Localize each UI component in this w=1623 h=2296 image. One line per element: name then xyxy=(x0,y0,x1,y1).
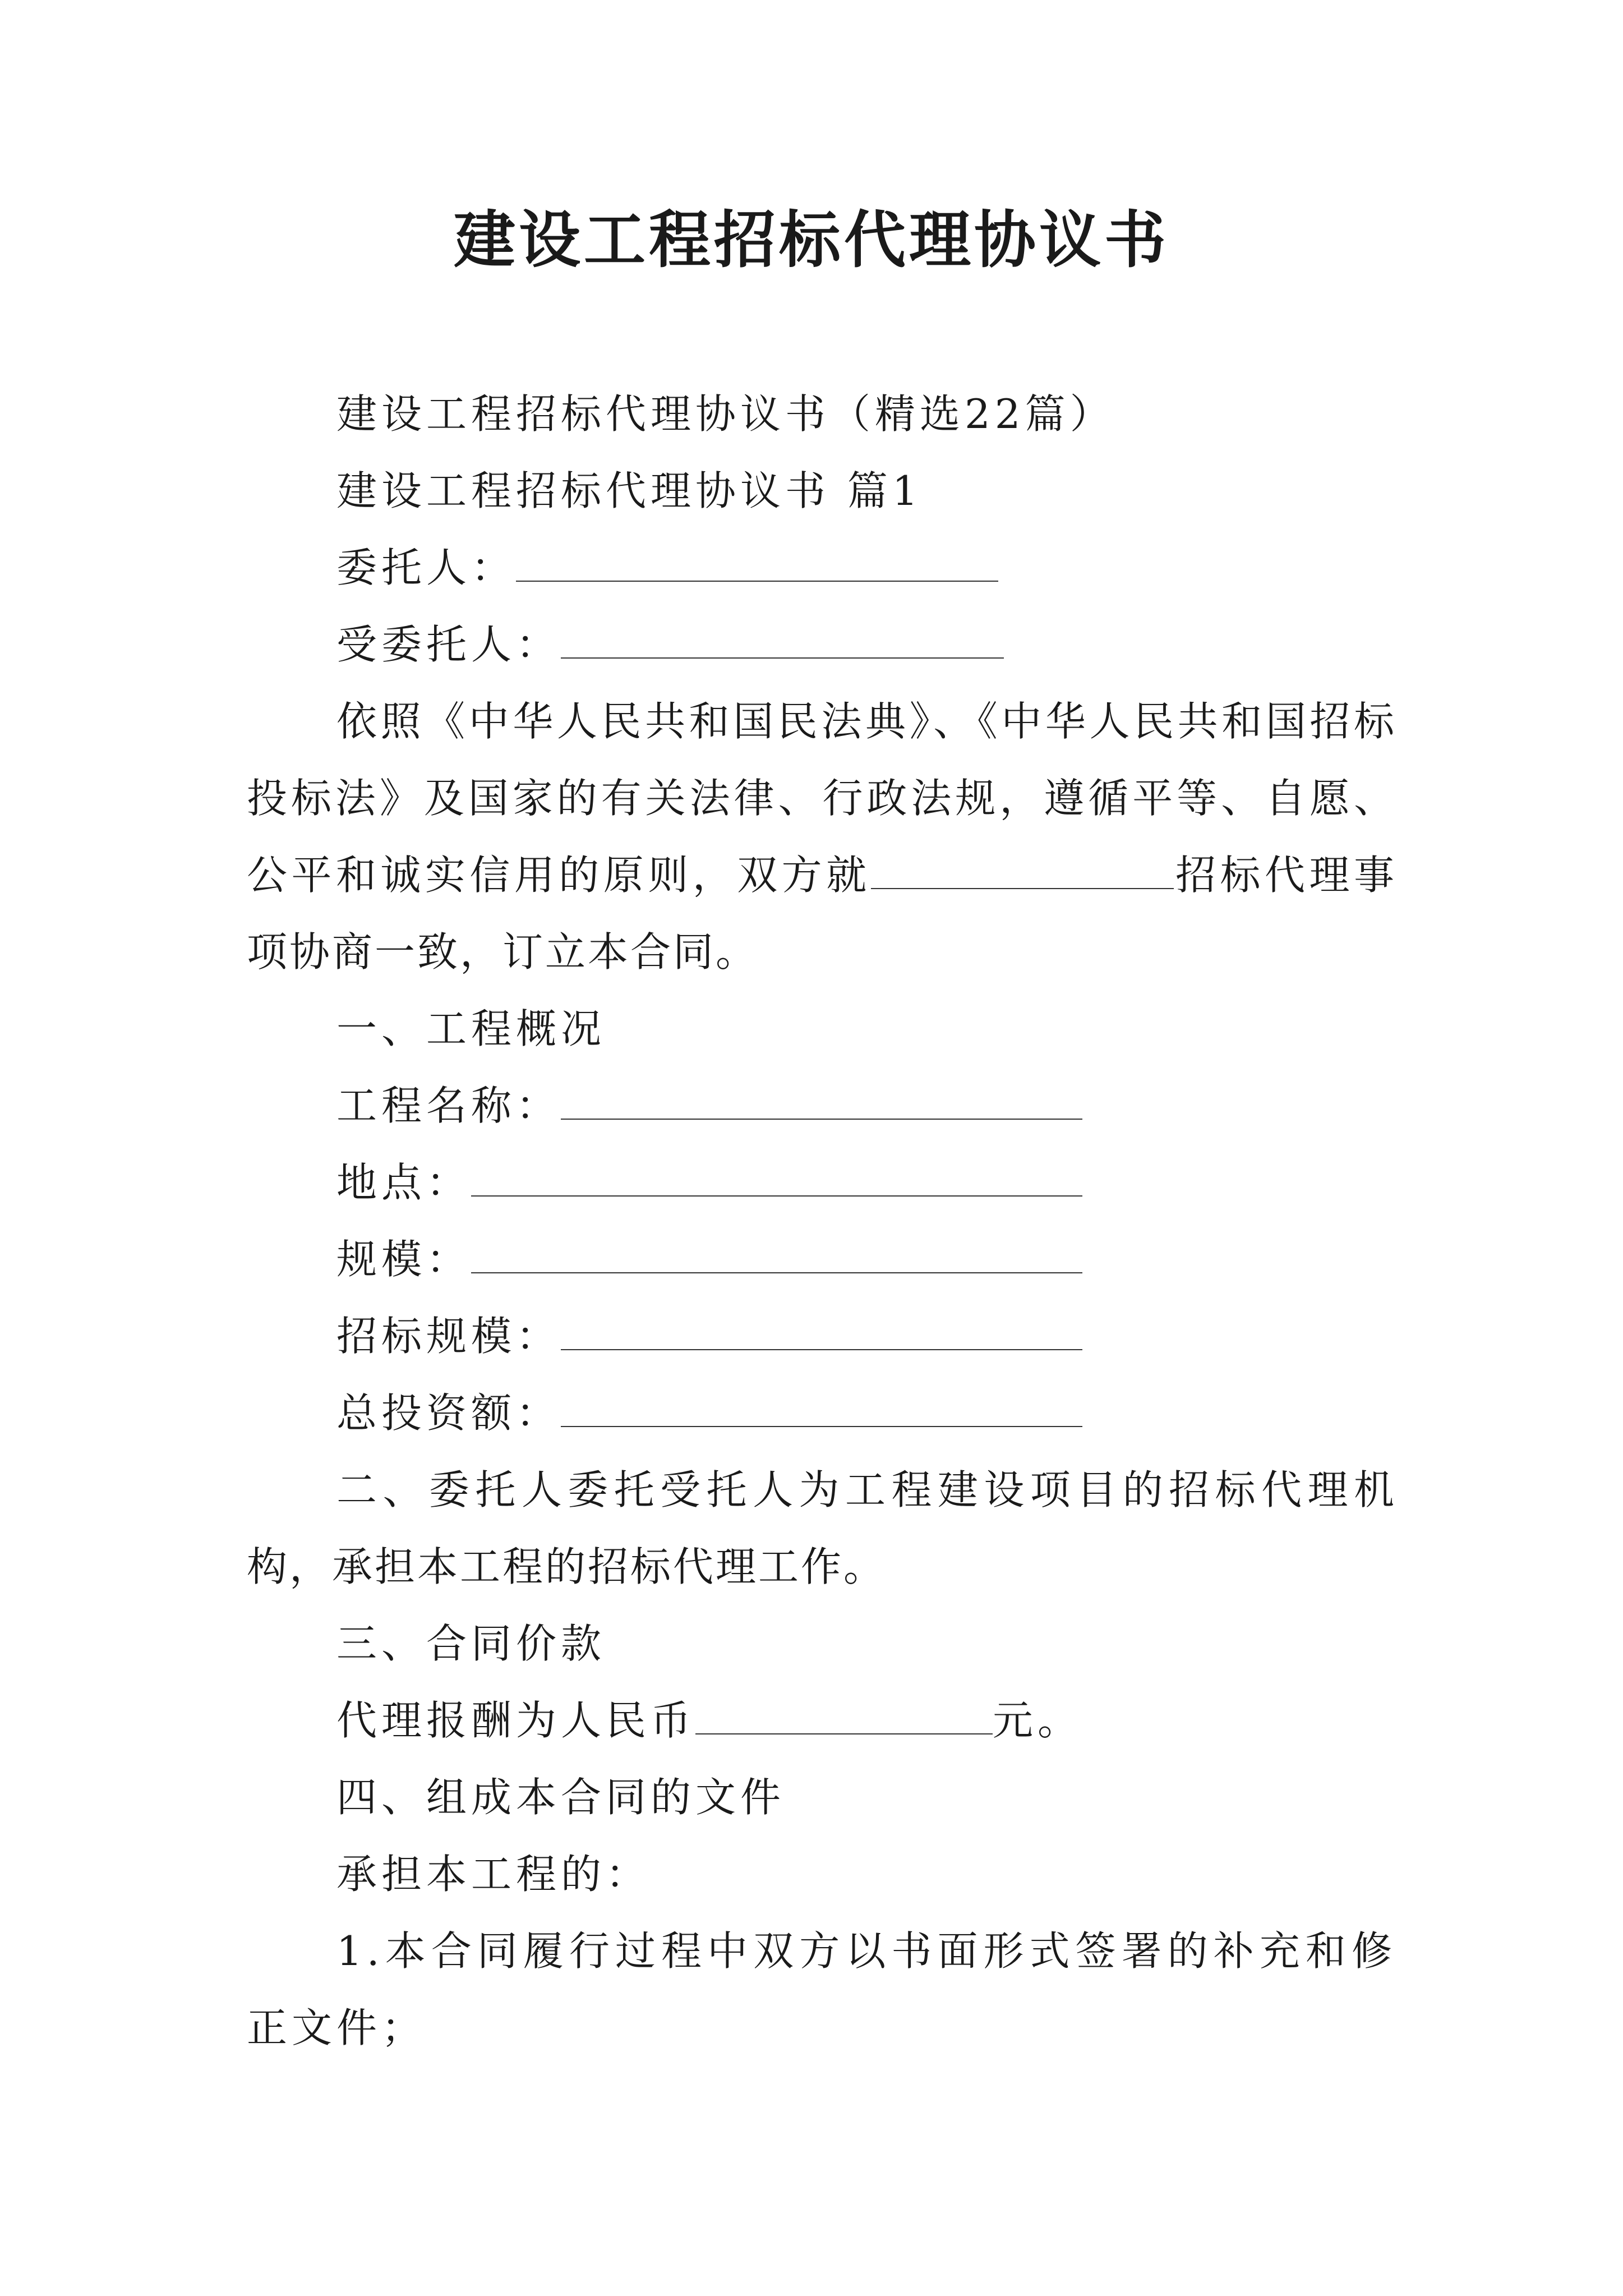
fee-line xyxy=(247,1682,1396,1759)
intro-text-b: 招标代理事项协商一致，订立本合同。 xyxy=(247,852,1396,976)
total-investment-blank xyxy=(561,1391,1082,1427)
total-investment-label: 总投资额： xyxy=(336,1389,561,1437)
section1-heading xyxy=(247,991,1396,1068)
fee-text-a: 代理报酬为人民币 xyxy=(336,1697,696,1744)
fee-blank xyxy=(695,1699,993,1734)
scale-line xyxy=(247,1221,1396,1298)
location-line xyxy=(247,1144,1396,1221)
tender-scale-label: 招标规模： xyxy=(336,1313,561,1360)
intro-text-a: 依照《中华人民共和国民法典》、《中华人民共和国招标投标法》及国家的有关法律、行政法规，遵循平等、自愿、公平和诚实信用的原则，双方就 xyxy=(247,698,1396,899)
item1-text: 1.本合同履行过程中双方以书面形式签署的补充和修正文件； xyxy=(247,1927,1396,2051)
section2-text: 二、委托人委托受托人为工程建设项目的招标代理机构，承担本工程的招标代理工作。 xyxy=(247,1466,1396,1590)
tender-scale-blank xyxy=(561,1314,1082,1350)
project-name-label: 工程名称： xyxy=(336,1082,561,1129)
section4-text: 四、组成本合同的文件 xyxy=(336,1774,786,1821)
principal-line xyxy=(247,530,1396,606)
subtitle-line xyxy=(247,376,1396,453)
total-investment-line xyxy=(247,1375,1396,1452)
agent-label: 受委托人： xyxy=(336,621,561,668)
project-name-blank xyxy=(561,1084,1082,1120)
principal-label: 委托人： xyxy=(336,544,517,591)
section2-paragraph xyxy=(247,1452,1396,1605)
intro-paragraph xyxy=(247,683,1396,991)
agent-line xyxy=(247,606,1396,683)
fee-text-b: 元。 xyxy=(993,1697,1083,1744)
document-title: 建设工程招标代理协议书 xyxy=(454,204,1169,276)
agent-blank xyxy=(561,623,1004,659)
tender-scale-line xyxy=(247,1298,1396,1375)
scale-label: 规模： xyxy=(336,1236,472,1283)
section3-text: 三、合同价款 xyxy=(336,1620,606,1667)
undertake-text: 承担本工程的： xyxy=(336,1851,651,1898)
section1-text: 一、工程概况 xyxy=(336,1005,606,1052)
part-heading-line xyxy=(247,453,1396,530)
principal-blank xyxy=(516,546,998,582)
location-blank xyxy=(471,1161,1082,1197)
section4-heading xyxy=(247,1759,1396,1836)
item1-paragraph xyxy=(247,1913,1396,2067)
section3-heading xyxy=(247,1605,1396,1682)
undertake-line xyxy=(247,1836,1396,1913)
subtitle-text: 建设工程招标代理协议书（精选22篇） xyxy=(336,390,1115,438)
matter-blank xyxy=(871,853,1174,889)
document-body xyxy=(247,376,1396,2067)
part-heading-text: 建设工程招标代理协议书 篇1 xyxy=(336,467,923,514)
location-label: 地点： xyxy=(336,1159,472,1206)
project-name-line xyxy=(247,1068,1396,1144)
scale-blank xyxy=(471,1237,1082,1273)
